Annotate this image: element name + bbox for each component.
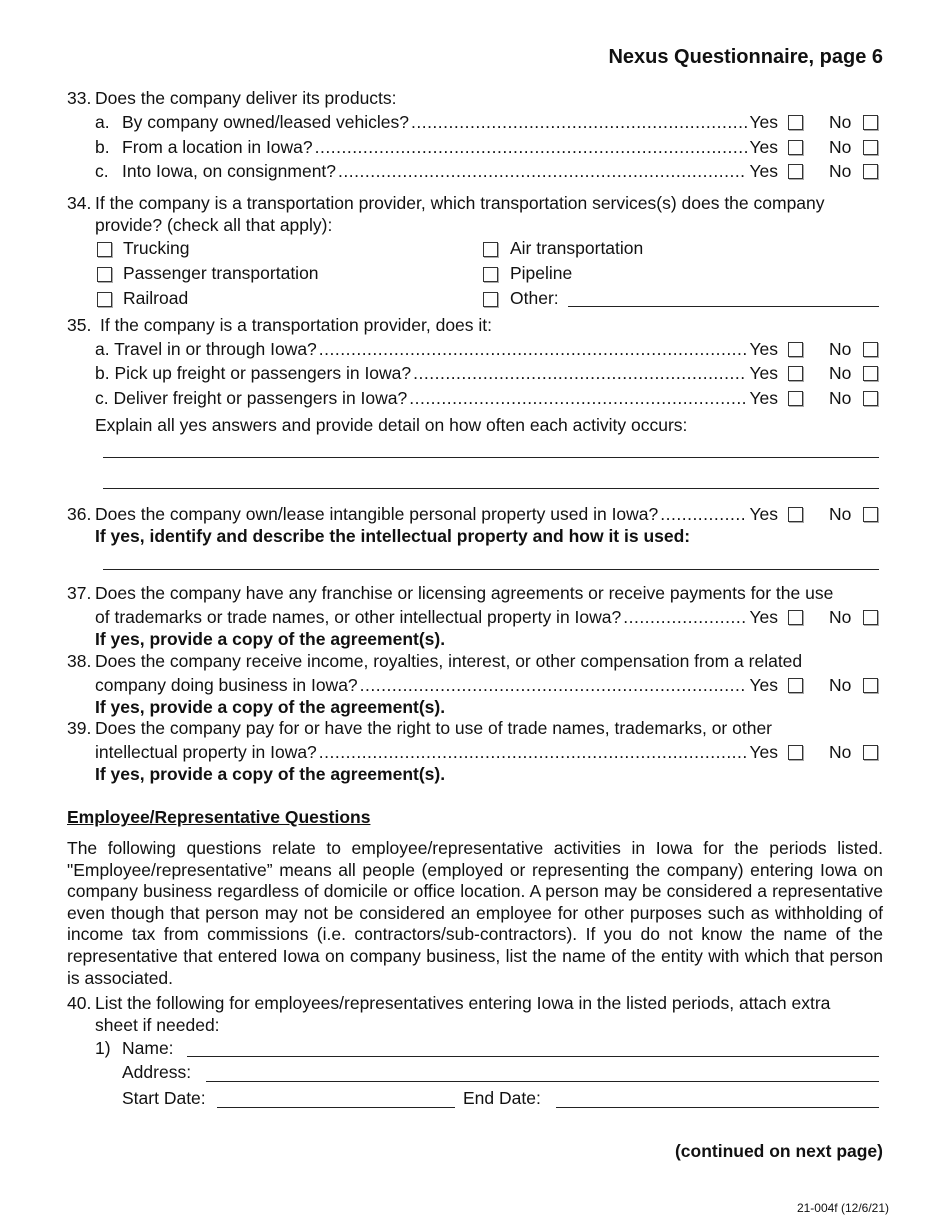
yes-label: Yes: [749, 742, 778, 762]
q34-number: 34.: [67, 193, 92, 213]
passenger-checkbox[interactable]: [97, 267, 112, 282]
no-label: No: [829, 161, 852, 181]
other-input-line[interactable]: [568, 306, 879, 307]
no-label: No: [829, 339, 852, 359]
yes-label: Yes: [749, 112, 778, 132]
address-label: Address:: [122, 1062, 192, 1082]
yes-label: Yes: [749, 607, 778, 627]
no-label: No: [829, 504, 852, 524]
continued-note: (continued on next page): [674, 1141, 883, 1161]
no-label: No: [829, 607, 852, 627]
no-label: No: [829, 137, 852, 157]
q36-answer-line[interactable]: [103, 569, 879, 570]
q35a-yes-checkbox[interactable]: [788, 342, 803, 357]
q33c-row: [122, 160, 778, 182]
q38-no-checkbox[interactable]: [863, 678, 878, 693]
no-label: No: [829, 112, 852, 132]
name-label: Name:: [122, 1038, 174, 1058]
q37-number: 37.: [67, 583, 92, 603]
q36-instruction: If yes, identify and describe the intellectual property and how it is used:: [95, 526, 691, 546]
q36-number: 36.: [67, 504, 92, 524]
q33c-text: Into Iowa, on consignment?: [122, 161, 337, 181]
q38-text-2: company doing business in Iowa?: [95, 675, 358, 695]
start-date-input-line[interactable]: [217, 1107, 455, 1108]
q33a-no-checkbox[interactable]: [863, 115, 878, 130]
q35c-row: [95, 387, 778, 409]
q39-text-2: intellectual property in Iowa?: [95, 742, 317, 762]
pipeline-checkbox[interactable]: [483, 267, 498, 282]
q33c-letter: c.: [95, 161, 109, 181]
q39-yes-checkbox[interactable]: [788, 745, 803, 760]
q40-text-2: sheet if needed:: [95, 1015, 220, 1035]
yes-label: Yes: [749, 161, 778, 181]
q33-number: 33.: [67, 88, 92, 108]
q38-text-1: Does the company receive income, royalties, interest, or other compensation from a related: [95, 651, 803, 671]
q35-explain: Explain all yes answers and provide detail on how often each activity occurs:: [95, 415, 688, 435]
q33a-letter: a.: [95, 112, 110, 132]
q35-answer-line-2[interactable]: [103, 488, 879, 489]
q35-answer-line-1[interactable]: [103, 457, 879, 458]
start-date-label: Start Date:: [122, 1088, 206, 1108]
q40-number: 40.: [67, 993, 92, 1013]
yes-label: Yes: [749, 363, 778, 383]
q37-no-checkbox[interactable]: [863, 610, 878, 625]
q33c-no-checkbox[interactable]: [863, 164, 878, 179]
q37-row: [95, 606, 778, 628]
q35-number: 35.: [67, 315, 92, 335]
yes-label: Yes: [749, 388, 778, 408]
no-label: No: [829, 675, 852, 695]
q35b-no-checkbox[interactable]: [863, 366, 878, 381]
q39-no-checkbox[interactable]: [863, 745, 878, 760]
passenger-label: Passenger transportation: [123, 263, 319, 283]
q33a-text: By company owned/leased vehicles?: [122, 112, 409, 132]
q33b-letter: b.: [95, 137, 110, 157]
q35-text: If the company is a transportation provider, does it:: [100, 315, 493, 335]
q35a-text: a. Travel in or through Iowa?: [95, 339, 317, 359]
q33b-row: [122, 136, 778, 158]
q37-yes-checkbox[interactable]: [788, 610, 803, 625]
yes-label: Yes: [749, 675, 778, 695]
q39-text-1: Does the company pay for or have the right to use of trade names, trademarks, or other: [95, 718, 773, 738]
q37-instruction: If yes, provide a copy of the agreement(s).: [95, 629, 446, 649]
other-label: Other:: [510, 288, 559, 308]
q38-row: [95, 674, 778, 696]
q35a-row: [95, 338, 778, 360]
page-title: Nexus Questionnaire, page 6: [608, 46, 883, 68]
q38-number: 38.: [67, 651, 92, 671]
q35c-no-checkbox[interactable]: [863, 391, 878, 406]
q39-number: 39.: [67, 718, 92, 738]
air-checkbox[interactable]: [483, 242, 498, 257]
no-label: No: [829, 388, 852, 408]
q35c-yes-checkbox[interactable]: [788, 391, 803, 406]
other-checkbox[interactable]: [483, 292, 498, 307]
q35b-yes-checkbox[interactable]: [788, 366, 803, 381]
end-date-input-line[interactable]: [556, 1107, 879, 1108]
air-label: Air transportation: [510, 238, 644, 258]
q39-instruction: If yes, provide a copy of the agreement(s).: [95, 764, 446, 784]
railroad-checkbox[interactable]: [97, 292, 112, 307]
yes-label: Yes: [749, 339, 778, 359]
q37-text-1: Does the company have any franchise or licensing agreements or receive payments for the use: [95, 583, 834, 603]
q36-no-checkbox[interactable]: [863, 507, 878, 522]
q39-row: [95, 741, 778, 763]
trucking-checkbox[interactable]: [97, 242, 112, 257]
q40-item-number: 1): [95, 1038, 111, 1058]
q38-yes-checkbox[interactable]: [788, 678, 803, 693]
q33-text: Does the company deliver its products:: [95, 88, 397, 108]
q33a-yes-checkbox[interactable]: [788, 115, 803, 130]
no-label: No: [829, 742, 852, 762]
q35b-row: [95, 362, 778, 384]
q33b-text: From a location in Iowa?: [122, 137, 313, 157]
q33a-row: [122, 111, 778, 133]
q34-text-1: If the company is a transportation provider, which transportation services(s) does the company: [95, 193, 825, 213]
q34-text-2: provide? (check all that apply):: [95, 215, 333, 235]
q35c-text: c. Deliver freight or passengers in Iowa?: [95, 388, 408, 408]
yes-label: Yes: [749, 504, 778, 524]
q36-yes-checkbox[interactable]: [788, 507, 803, 522]
yes-label: Yes: [749, 137, 778, 157]
form-id: 21-004f (12/6/21): [796, 1201, 889, 1215]
q38-instruction: If yes, provide a copy of the agreement(s).: [95, 697, 446, 717]
q35b-text: b. Pick up freight or passengers in Iowa?: [95, 363, 412, 383]
end-date-label: End Date:: [463, 1088, 541, 1108]
q33b-no-checkbox[interactable]: [863, 140, 878, 155]
q40-text-1: List the following for employees/representatives entering Iowa in the listed periods, attach extra: [95, 993, 831, 1013]
q33c-yes-checkbox[interactable]: [788, 164, 803, 179]
q36-row: [95, 503, 778, 525]
q35a-no-checkbox[interactable]: [863, 342, 878, 357]
q37-text-2: of trademarks or trade names, or other intellectual property in Iowa?: [95, 607, 622, 627]
q36-text: Does the company own/lease intangible personal property used in Iowa?: [95, 504, 659, 524]
section-paragraph: The following questions relate to employee/representative activities in Iowa for the periods listed. "Employee/representative” means all people (employed or representing the company) entering Iowa on company business regardless of domicile or office location. A person may be considered a representative even though that person may not be considered an employee for other purposes such as withholding of income tax from commissions (i.e. contractors/sub-contractors). If you do not know the name of the representative that entered Iowa on company business, list the name of the entity with which that person is associated.: [67, 838, 883, 988]
no-label: No: [829, 363, 852, 383]
name-input-line[interactable]: [187, 1056, 879, 1057]
pipeline-label: Pipeline: [510, 263, 573, 283]
railroad-label: Railroad: [123, 288, 189, 308]
q33b-yes-checkbox[interactable]: [788, 140, 803, 155]
address-input-line[interactable]: [206, 1081, 879, 1082]
trucking-label: Trucking: [123, 238, 190, 258]
section-heading: Employee/Representative Questions: [67, 807, 371, 827]
